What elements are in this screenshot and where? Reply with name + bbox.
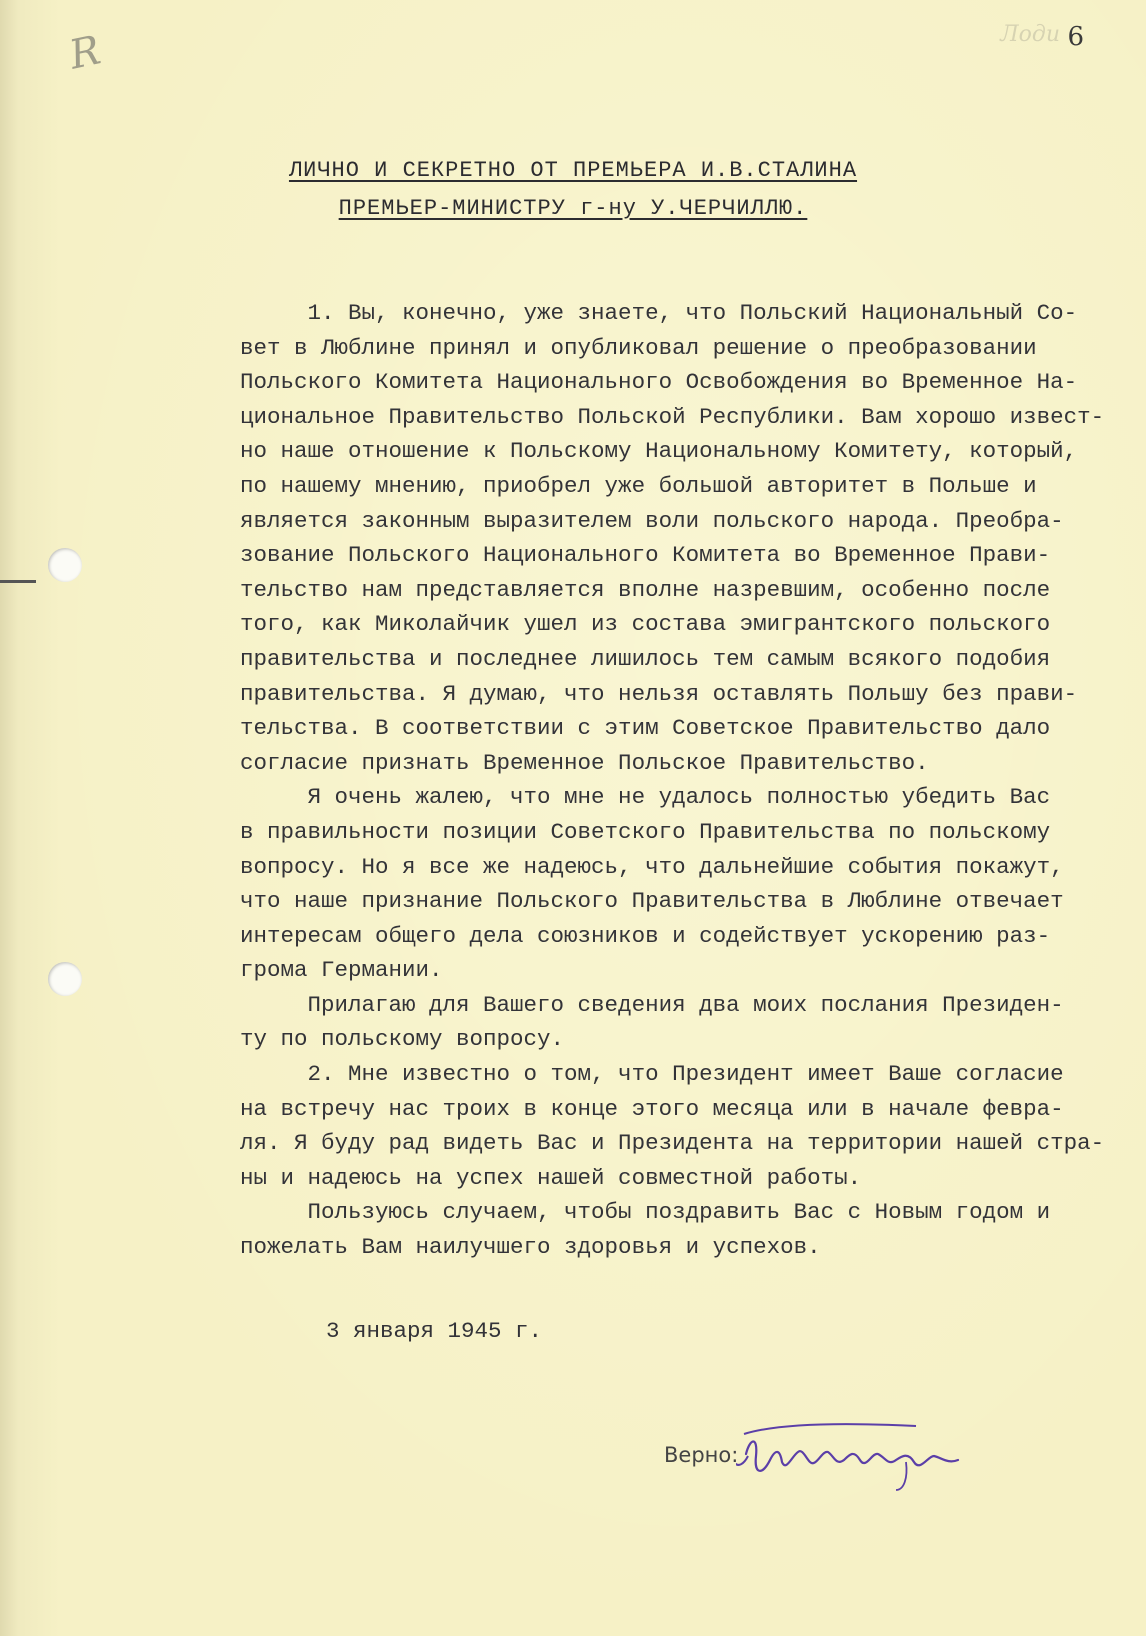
body-line: правительства. Я думаю, что нельзя оставлять Польшу без прави- <box>240 680 1078 707</box>
archive-stamp: Лоди <box>1000 22 1060 47</box>
body-line: тельства. В соответствии с этим Советское Правительство дало <box>240 715 1051 742</box>
body-line: что наше признание Польского Правительства в Люблине отвечает <box>240 888 1064 915</box>
body-line: является законным выразителем воли польского народа. Преобра- <box>240 507 1064 534</box>
body-line: ту по польскому вопросу. <box>240 1026 565 1053</box>
body-line: зование Польского Национального Комитета во Временное Прави- <box>240 542 1051 569</box>
body-line: в правильности позиции Советского Правительства по польскому <box>240 818 1051 845</box>
body-line: на встречу нас троих в конце этого месяца или в начале февра- <box>240 1095 1064 1122</box>
body-line: Я очень жалею, что мне не удалось полностью убедить Вас <box>240 784 1051 811</box>
body-line: 2. Мне известно о том, что Президент имеет Ваше согласие <box>240 1061 1064 1088</box>
body-line: того, как Миколайчик ушел из состава эмигрантского польского <box>240 611 1051 638</box>
body-line: по нашему мнению, приобрел уже большой авторитет в Польше и <box>240 472 1037 499</box>
body-line: вопросу. Но я все же надеюсь, что дальнейшие события покажут, <box>240 853 1064 880</box>
body-line: ны и надеюсь на успех нашей совместной работы. <box>240 1164 862 1191</box>
punch-hole-bottom <box>48 962 82 996</box>
punch-hole-top <box>48 548 82 582</box>
handwritten-signature <box>736 1416 976 1496</box>
body-line: правительства и последнее лишилось тем самым всякого подобия <box>240 645 1051 672</box>
letter-date: 3 января 1945 г. <box>326 1318 543 1344</box>
letter-body <box>240 296 1105 1265</box>
body-line: циональное Правительство Польской Республики. Вам хорошо извест- <box>240 403 1105 430</box>
page-number: 6 <box>1067 22 1084 52</box>
heading-line-2: ПРЕМЬЕР-МИНИСТРУ г-ну У.ЧЕРЧИЛЛЮ. <box>338 196 808 221</box>
certified-label: Верно: <box>664 1443 739 1467</box>
body-line: Пользуюсь случаем, чтобы поздравить Вас с Новым годом и <box>240 1199 1051 1226</box>
heading-line-1: ЛИЧНО И СЕКРЕТНО ОТ ПРЕМЬЕРА И.В.СТАЛИНА <box>288 158 858 183</box>
body-line: согласие признать Временное Польское Правительство. <box>240 749 929 776</box>
body-line: тельство нам представляется вполне назревшим, особенно после <box>240 576 1051 603</box>
body-line: вет в Люблине принял и опубликовал решение о преобразовании <box>240 334 1037 361</box>
body-line: Польского Комитета Национального Освобождения во Временное На- <box>240 369 1078 396</box>
body-line: ля. Я буду рад видеть Вас и Президента на территории нашей стра- <box>240 1130 1105 1157</box>
body-line: 1. Вы, конечно, уже знаете, что Польский Национальный Со- <box>240 300 1078 326</box>
body-line: но наше отношение к Польскому Национальному Комитету, который, <box>240 438 1078 465</box>
staple-mark <box>0 580 36 583</box>
body-line: интересам общего дела союзников и содействует ускорению раз- <box>240 922 1051 949</box>
pencil-annotation: R <box>65 27 105 79</box>
body-line: Прилагаю для Вашего сведения два моих послания Президен- <box>240 991 1064 1018</box>
body-line: пожелать Вам наилучшего здоровья и успехов. <box>240 1234 821 1261</box>
body-line: грома Германии. <box>240 957 443 984</box>
